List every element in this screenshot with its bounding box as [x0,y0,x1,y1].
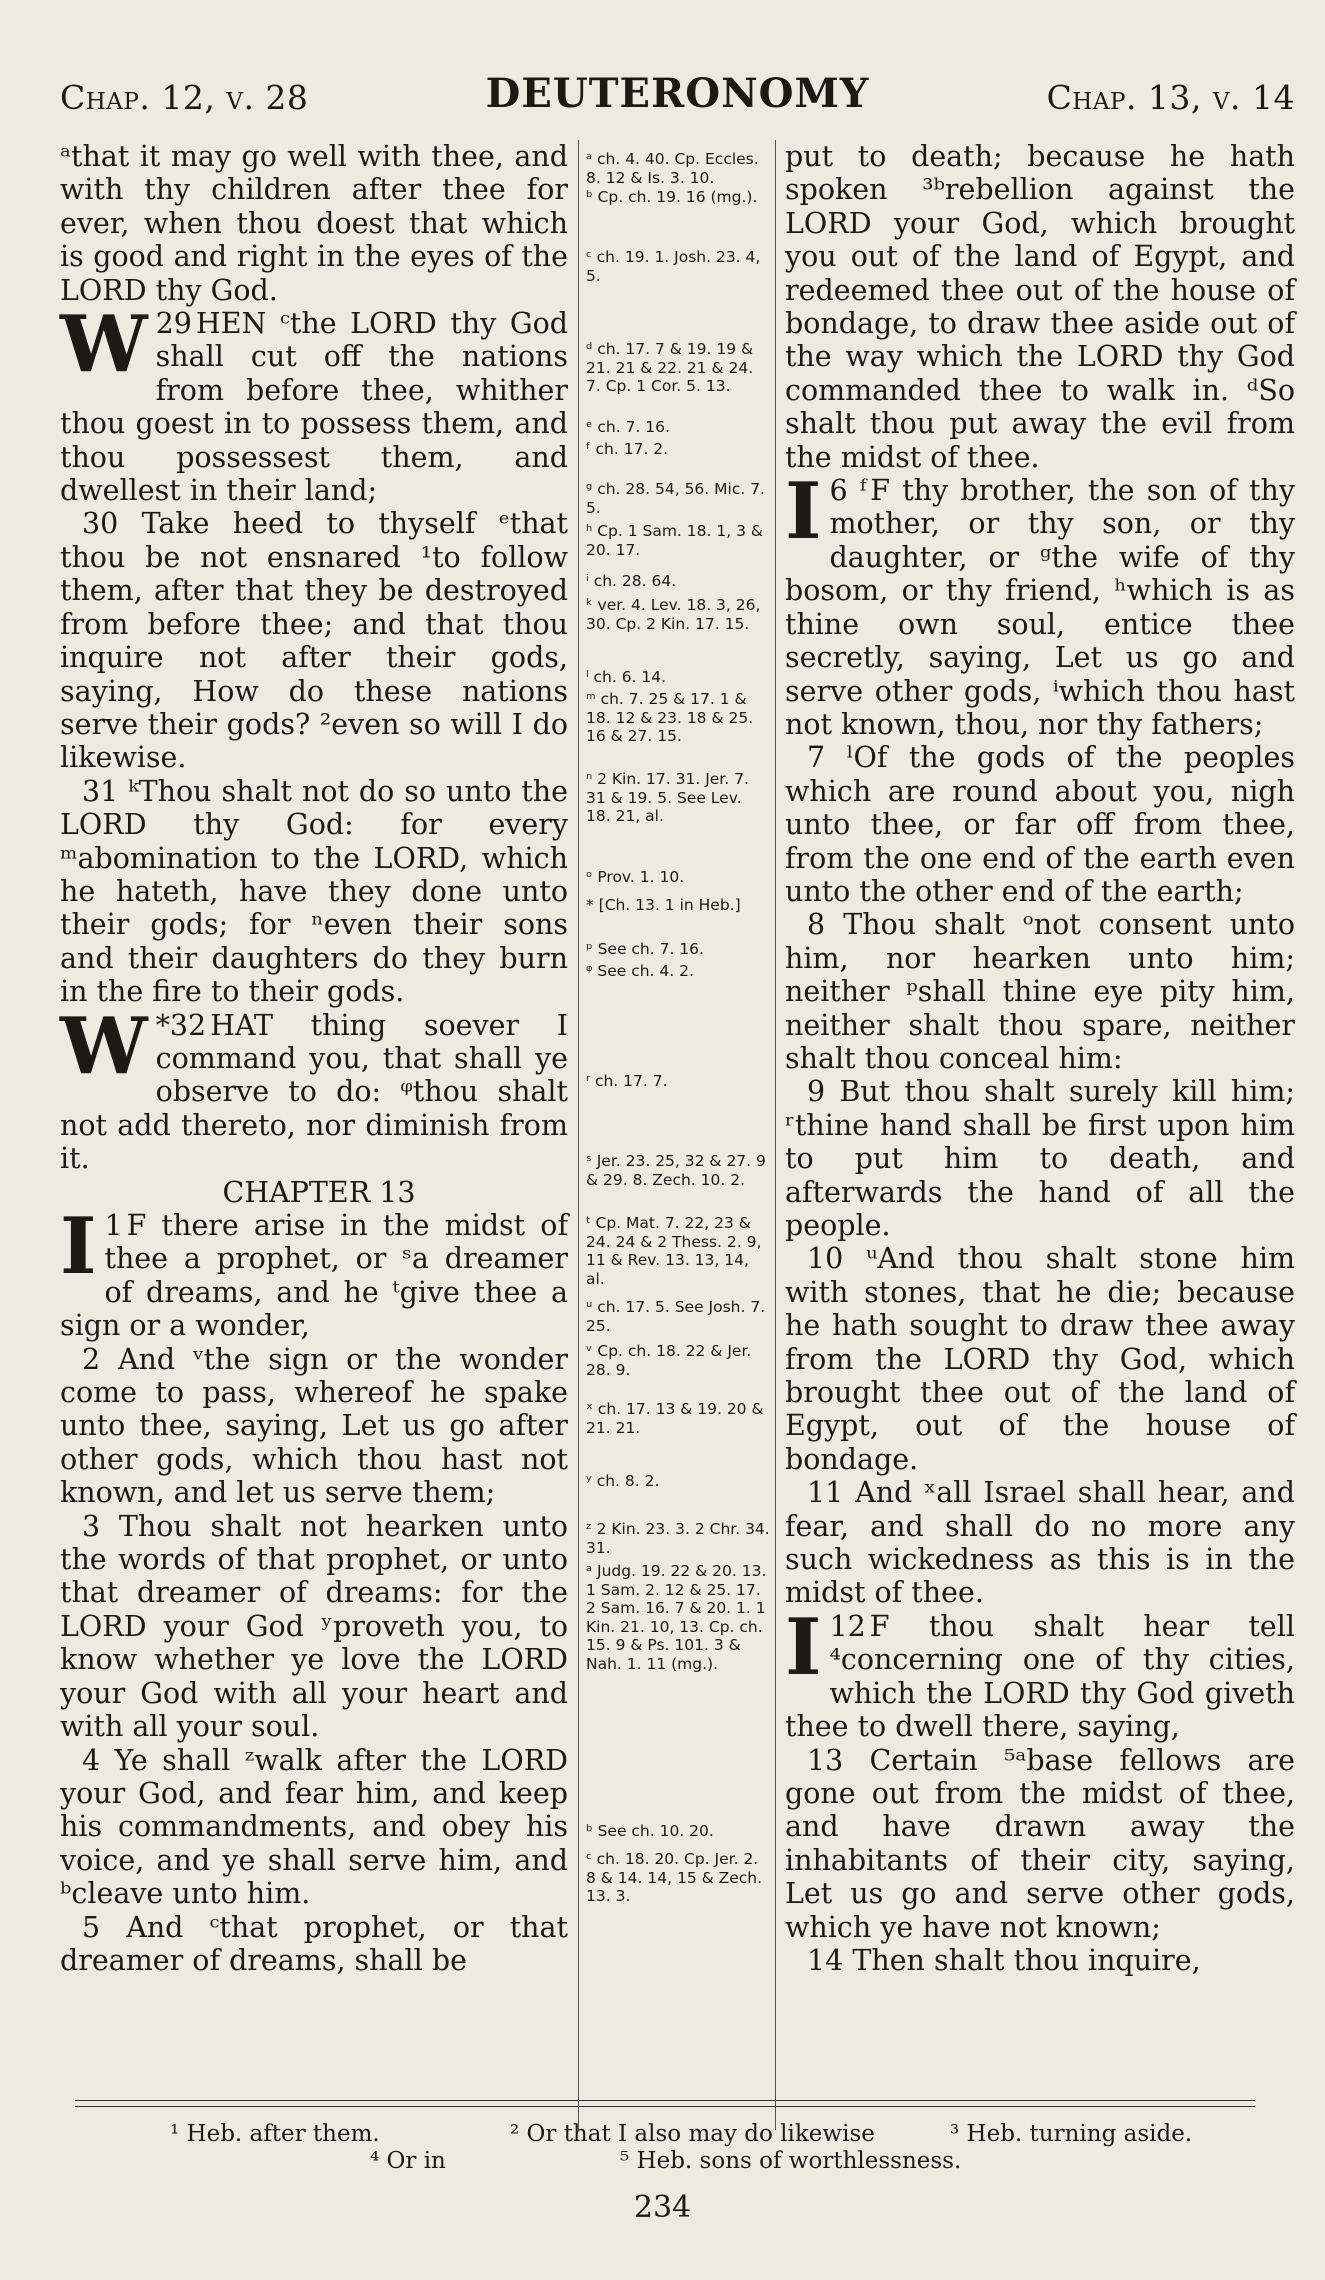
cross-reference: ʸ ch. 8. 2. [586,1472,660,1490]
chapter-heading: CHAPTER 13 [222,1175,416,1209]
footnote-3: ³ Heb. turning aside. [950,2121,1193,2147]
verse-text: HAT thing soever I command you, that shall ye observe to do: ᵠthou shalt not add thereto, nor diminish from it. [60,1008,568,1176]
verse-text: F thou shalt hear tell ⁴concerning one of thy cities, which the LORD thy God giveth thee to dwell there, saying, [785,1609,1295,1744]
column-divider-right [775,140,776,2130]
drop-capital: I [785,466,822,558]
cross-reference: ᵐ ch. 7. 25 & 17. 1 & 18. 12 & 23. 18 & 25. 16 & 27. 15. [586,690,754,745]
cross-reference: ˢ Jer. 23. 25, 32 & 27. 9 & 29. 8. Zech. 10. 2. [586,1152,766,1189]
drop-capital: I [60,1201,97,1292]
verse-number: 12 [829,1609,866,1643]
verse-paragraph: put to death; because he hath spoken ³ᵇrebellion against the LORD your God, which brought you out of the land of Egypt, and redeemed thee out of the house of bondage, to draw thee aside out of the way which the LORD thy God commanded thee to walk in. ᵈSo shalt thou put away the evil from the midst of thee. [785,140,1295,474]
cross-reference: ˣ ch. 17. 13 & 19. 20 & 21. 21. [586,1400,764,1437]
page-number: 234 [633,2190,692,2225]
cross-reference: ᵠ See ch. 4. 2. [586,962,694,980]
verse-paragraph: 11 And ˣall Israel shall hear, and fear, and shall do no more any such wickedness as this is in the midst of thee. [785,1476,1295,1610]
verse-paragraph: 3 Thou shalt not hearken unto the words of that prophet, or unto that dreamer of dreams: for the LORD your God ʸproveth you, to know whether ye love the LORD your God with all your heart and with all your soul. [60,1509,568,1744]
cross-reference: ᵏ ver. 4. Lev. 18. 3, 26, 30. Cp. 2 Kin. 17. 15. [586,596,761,633]
verse-paragraph: 30 Take heed to thyself ᵉthat thou be not ensnared ¹to follow them, after that they be destroyed from before thee; and that thou inquire not after their gods, saying, How do these nations serve their gods? ²even so will I do likewise. [60,507,568,775]
cross-reference: ᵇ Cp. ch. 19. 16 (mg.). [586,188,758,206]
verse-paragraph: 9 But thou shalt surely kill him; ʳthine hand shall be first upon him to put him to death, and afterwards the hand of all the people. [785,1075,1295,1242]
cross-reference: ᵃ Judg. 19. 22 & 20. 13. 1 Sam. 2. 12 & 25. 17. 2 Sam. 16. 7 & 20. 1. 1 Kin. 21. 10, 13. Cp. ch. 15. 9 & Ps. 101. 3 & Nah. 1. 11 (mg.). [586,1562,767,1673]
cross-reference: ⁿ 2 Kin. 17. 31. Jer. 7. 31 & 19. 5. See Lev. 18. 21, al. [586,770,749,825]
cross-reference: ᶜ ch. 19. 1. Josh. 23. 4, 5. [586,248,761,285]
footnote-4: ⁴ Or in [370,2148,446,2174]
running-header [60,70,1295,130]
verse-number: 6 ᶠ [829,474,867,508]
verse-paragraph: 7 ˡOf the gods of the peoples which are round about you, nigh unto thee, or far off from thee, from the one end of the earth even unto the other end of the earth; [785,741,1295,908]
verse-paragraph: 8 Thou shalt ᵒnot consent unto him, nor hearken unto him; neither ᵖshall thine eye pity him, neither shalt thou spare, neither shalt thou conceal him: [785,908,1295,1075]
verse-paragraph: 5 And ᶜthat prophet, or that dreamer of dreams, shall be [60,1910,568,1977]
verse-paragraph: ᵃthat it may go well with thee, and with thy children after thee for ever, when thou doest that which is good and right in the eyes of the LORD thy God. [60,140,568,307]
verse-number: *32 [155,1008,207,1042]
verse-paragraph: 13 Certain ⁵ᵃbase fellows are gone out from the midst of thee, and have drawn away the inhabitants of their city, saying, Let us go and serve other gods, which ye have not known; [785,1743,1295,1944]
verse-text: F there arise in the midst of thee a prophet, or ˢa dreamer of dreams, and he ᵗgive thee a sign or a wonder, [60,1209,568,1343]
header-left-reference: Chap. 12, v. 28 [60,78,309,117]
footnote-2: ² Or that I also may do likewise [510,2121,875,2147]
cross-reference: ʰ Cp. 1 Sam. 18. 1, 3 & 20. 17. [586,522,763,559]
cross-reference: ᶜ ch. 18. 20. Cp. Jer. 2. 8 & 14. 14, 15 & Zech. 13. 3. [586,1850,763,1905]
cross-reference: ᵇ See ch. 10. 20. [586,1822,714,1840]
verse-text: F thy brother, the son of thy mother, or thy son, or thy daughter, or ᵍthe wife of thy bosom, or thy friend, ʰwhich is as thine own soul, entice thee secretly, saying, Let us go and serve other gods, ⁱwhich thou hast not known, thou, nor thy fathers; [785,474,1295,741]
verse-number: 29 [155,307,192,341]
verse-paragraph: 10 ᵘAnd thou shalt stone him with stones, that he die; because he hath sought to draw thee away from the LORD thy God, which brought thee out of the land of Egypt, out of the house of bondage. [785,1242,1295,1476]
cross-reference: ⁱ ch. 28. 64. [586,572,677,590]
cross-reference: ᵖ See ch. 7. 16. [586,940,704,958]
footnote-5: ⁵ Heb. sons of worthlessness. [620,2148,962,2174]
header-right-reference: Chap. 13, v. 14 [1046,78,1295,117]
verse-number: 1 [104,1209,123,1242]
drop-capital: I [785,1601,822,1693]
verse-paragraph-dropcap [60,1201,568,1343]
drop-capital: W [60,1000,148,1092]
cross-reference: ᵉ ch. 7. 16. [586,418,670,436]
cross-reference-column [582,150,770,2150]
verse-paragraph-dropcap [60,1000,568,1176]
cross-reference: ᵃ ch. 4. 40. Cp. Eccles. 8. 12 & Is. 3. 10. [586,150,759,187]
verse-paragraph: 2 And ᵛthe sign or the wonder come to pass, whereof he spake unto thee, saying, Let us go after other gods, which thou hast not known, and let us serve them; [60,1342,568,1510]
cross-reference: ᶻ 2 Kin. 23. 3. 2 Chr. 34. 31. [586,1520,770,1557]
footnote-rule-top [75,2100,1255,2101]
left-text-column [60,140,568,1977]
cross-reference: ˡ ch. 6. 14. [586,668,667,686]
cross-reference: ᵛ Cp. ch. 18. 22 & Jer. 28. 9. [586,1342,752,1379]
drop-capital: W [60,299,148,391]
verse-paragraph: 31 ᵏThou shalt not do so unto the LORD thy God: for every ᵐabomination to the LORD, which he hateth, have they done unto their gods; for ⁿeven their sons and their daughters do they burn in the fire to their gods. [60,774,568,1009]
verse-paragraph-dropcap [785,466,1295,741]
cross-reference: ᵈ ch. 17. 7 & 19. 19 & 21. 21 & 22. 21 & 24. 7. Cp. 1 Cor. 5. 13. [586,340,754,395]
cross-reference: ʳ ch. 17. 7. [586,1072,668,1090]
cross-reference: ᶠ ch. 17. 2. [586,440,669,458]
book-title: DEUTERONOMY [485,70,870,117]
cross-reference: ᵗ Cp. Mat. 7. 22, 23 & 24. 24 & 2 Thess. 2. 9, 11 & Rev. 13. 13, 14, al. [586,1214,762,1288]
cross-reference: ᵒ Prov. 1. 10. [586,868,685,886]
cross-reference: ᵍ ch. 28. 54, 56. Mic. 7. 5. [586,480,765,517]
verse-paragraph: 14 Then shalt thou inquire, [807,1943,1201,1977]
verse-paragraph-dropcap [785,1601,1295,1744]
verse-paragraph-dropcap [60,299,568,508]
cross-reference: * [Ch. 13. 1 in Heb.] [586,896,741,914]
footnote-1: ¹ Heb. after them. [170,2121,380,2147]
verse-text: HEN ᶜthe LORD thy God shall cut off the nations from before thee, whither thou goest in to possess them, and thou possessest them, and dwellest in their land; [60,307,568,508]
verse-paragraph: 4 Ye shall ᶻwalk after the LORD your God, and fear him, and keep his commandments, and obey his voice, and ye shall serve him, and ᵇcleave unto him. [60,1743,568,1911]
right-text-column [785,140,1295,1977]
column-divider-left [578,140,579,2130]
footnote-rule-bottom [75,2106,1255,2107]
cross-reference: ᵘ ch. 17. 5. See Josh. 7. 25. [586,1298,766,1335]
